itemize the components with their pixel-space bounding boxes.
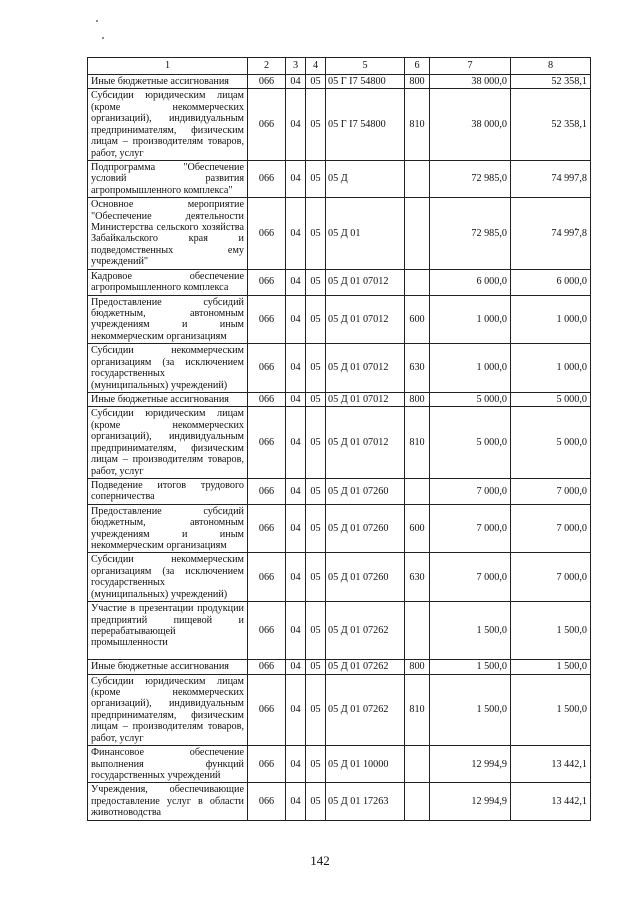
table-row bbox=[88, 269, 591, 295]
row-target-article-cell: 05 Д 01 07262 bbox=[326, 674, 405, 746]
row-subsection-cell: 05 bbox=[306, 407, 326, 479]
row-amount-year1-cell: 72 985,0 bbox=[430, 160, 511, 197]
row-target-article-cell: 05 Д 01 07012 bbox=[326, 344, 405, 393]
row-admin-code-cell: 066 bbox=[248, 660, 286, 674]
row-admin-code-cell: 066 bbox=[248, 553, 286, 602]
row-amount-year1-cell: 5 000,0 bbox=[430, 392, 511, 406]
row-expense-type-cell: 800 bbox=[405, 392, 430, 406]
row-expense-type-cell: 800 bbox=[405, 75, 430, 89]
row-section-cell: 04 bbox=[286, 674, 306, 746]
row-amount-year1-cell: 1 500,0 bbox=[430, 602, 511, 660]
row-subsection-cell: 05 bbox=[306, 660, 326, 674]
row-name-cell: Иные бюджетные ассигнования bbox=[88, 660, 248, 674]
row-subsection-cell: 05 bbox=[306, 553, 326, 602]
row-admin-code-cell: 066 bbox=[248, 160, 286, 197]
header-col-3: 3 bbox=[286, 58, 306, 75]
row-expense-type-cell bbox=[405, 783, 430, 820]
header-col-5: 5 bbox=[326, 58, 405, 75]
row-name-cell: Субсидии юридическим лицам (кроме некоммерческих организаций), индивидуальным предпринимателям, физическим лицам – производителям товаров, работ, услуг bbox=[88, 407, 248, 479]
row-admin-code-cell: 066 bbox=[248, 478, 286, 504]
row-section-cell: 04 bbox=[286, 504, 306, 553]
row-name-cell: Субсидии юридическим лицам (кроме некоммерческих организаций), индивидуальным предпринимателям, физическим лицам – производителям товаров, работ, услуг bbox=[88, 674, 248, 746]
row-expense-type-cell bbox=[405, 160, 430, 197]
row-admin-code-cell: 066 bbox=[248, 407, 286, 479]
row-admin-code-cell: 066 bbox=[248, 344, 286, 393]
row-subsection-cell: 05 bbox=[306, 783, 326, 820]
row-amount-year2-cell: 7 000,0 bbox=[511, 553, 591, 602]
row-amount-year2-cell: 13 442,1 bbox=[511, 783, 591, 820]
row-subsection-cell: 05 bbox=[306, 295, 326, 344]
row-expense-type-cell bbox=[405, 269, 430, 295]
row-admin-code-cell: 066 bbox=[248, 269, 286, 295]
header-col-4: 4 bbox=[306, 58, 326, 75]
row-subsection-cell: 05 bbox=[306, 392, 326, 406]
table-row bbox=[88, 392, 591, 406]
scan-speck bbox=[96, 20, 98, 22]
budget-table bbox=[87, 57, 591, 821]
row-section-cell: 04 bbox=[286, 295, 306, 344]
table-row bbox=[88, 660, 591, 674]
row-subsection-cell: 05 bbox=[306, 198, 326, 270]
row-target-article-cell: 05 Д 01 bbox=[326, 198, 405, 270]
row-section-cell: 04 bbox=[286, 160, 306, 197]
row-name-cell: Субсидии юридическим лицам (кроме некоммерческих организаций), индивидуальным предпринимателям, физическим лицам – производителям товаров, работ, услуг bbox=[88, 89, 248, 161]
row-admin-code-cell: 066 bbox=[248, 783, 286, 820]
row-expense-type-cell: 800 bbox=[405, 660, 430, 674]
row-amount-year1-cell: 12 994,9 bbox=[430, 746, 511, 783]
row-amount-year2-cell: 5 000,0 bbox=[511, 392, 591, 406]
row-target-article-cell: 05 Д 01 07262 bbox=[326, 660, 405, 674]
row-amount-year2-cell: 1 500,0 bbox=[511, 602, 591, 660]
table-row bbox=[88, 674, 591, 746]
row-admin-code-cell: 066 bbox=[248, 746, 286, 783]
header-col-1: 1 bbox=[88, 58, 248, 75]
table-row bbox=[88, 746, 591, 783]
row-name-cell: Иные бюджетные ассигнования bbox=[88, 75, 248, 89]
row-amount-year2-cell: 1 500,0 bbox=[511, 674, 591, 746]
table-row bbox=[88, 295, 591, 344]
table-row bbox=[88, 504, 591, 553]
row-amount-year1-cell: 5 000,0 bbox=[430, 407, 511, 479]
row-amount-year2-cell: 13 442,1 bbox=[511, 746, 591, 783]
row-name-cell: Кадровое обеспечение агропромышленного комплекса bbox=[88, 269, 248, 295]
row-amount-year1-cell: 7 000,0 bbox=[430, 553, 511, 602]
row-amount-year2-cell: 74 997,8 bbox=[511, 160, 591, 197]
row-amount-year2-cell: 1 000,0 bbox=[511, 295, 591, 344]
table-row bbox=[88, 602, 591, 660]
table-row bbox=[88, 75, 591, 89]
row-subsection-cell: 05 bbox=[306, 89, 326, 161]
row-admin-code-cell: 066 bbox=[248, 89, 286, 161]
row-amount-year1-cell: 7 000,0 bbox=[430, 478, 511, 504]
row-amount-year2-cell: 52 358,1 bbox=[511, 75, 591, 89]
row-name-cell: Предоставление субсидий бюджетным, автономным учреждениям и иным некоммерческим организациям bbox=[88, 504, 248, 553]
row-admin-code-cell: 066 bbox=[248, 504, 286, 553]
row-name-cell: Учреждения, обеспечивающие предоставление услуг в области животноводства bbox=[88, 783, 248, 820]
row-target-article-cell: 05 Д 01 07012 bbox=[326, 269, 405, 295]
row-amount-year2-cell: 7 000,0 bbox=[511, 478, 591, 504]
header-col-6: 6 bbox=[405, 58, 430, 75]
table-row bbox=[88, 344, 591, 393]
row-admin-code-cell: 066 bbox=[248, 198, 286, 270]
row-section-cell: 04 bbox=[286, 746, 306, 783]
row-amount-year1-cell: 1 000,0 bbox=[430, 344, 511, 393]
row-target-article-cell: 05 Д 01 17263 bbox=[326, 783, 405, 820]
row-name-cell: Участие в презентации продукции предприятий пищевой и перерабатывающей промышленности bbox=[88, 602, 248, 660]
row-amount-year2-cell: 7 000,0 bbox=[511, 504, 591, 553]
row-section-cell: 04 bbox=[286, 75, 306, 89]
row-amount-year2-cell: 6 000,0 bbox=[511, 269, 591, 295]
row-amount-year1-cell: 38 000,0 bbox=[430, 89, 511, 161]
row-section-cell: 04 bbox=[286, 344, 306, 393]
table-row bbox=[88, 407, 591, 479]
row-amount-year1-cell: 7 000,0 bbox=[430, 504, 511, 553]
row-amount-year1-cell: 6 000,0 bbox=[430, 269, 511, 295]
row-expense-type-cell: 600 bbox=[405, 504, 430, 553]
row-amount-year1-cell: 38 000,0 bbox=[430, 75, 511, 89]
row-target-article-cell: 05 Д 01 07260 bbox=[326, 553, 405, 602]
row-expense-type-cell: 810 bbox=[405, 674, 430, 746]
row-name-cell: Финансовое обеспечение выполнения функций государственных учреждений bbox=[88, 746, 248, 783]
table-header-row bbox=[88, 58, 591, 75]
row-target-article-cell: 05 Д 01 07260 bbox=[326, 504, 405, 553]
table-row bbox=[88, 89, 591, 161]
row-amount-year1-cell: 1 500,0 bbox=[430, 660, 511, 674]
row-expense-type-cell bbox=[405, 602, 430, 660]
header-col-2: 2 bbox=[248, 58, 286, 75]
row-target-article-cell: 05 Г I7 54800 bbox=[326, 75, 405, 89]
table-row bbox=[88, 198, 591, 270]
row-amount-year2-cell: 1 500,0 bbox=[511, 660, 591, 674]
row-section-cell: 04 bbox=[286, 392, 306, 406]
header-col-7: 7 bbox=[430, 58, 511, 75]
row-amount-year1-cell: 72 985,0 bbox=[430, 198, 511, 270]
row-amount-year2-cell: 1 000,0 bbox=[511, 344, 591, 393]
row-admin-code-cell: 066 bbox=[248, 674, 286, 746]
row-amount-year2-cell: 74 997,8 bbox=[511, 198, 591, 270]
row-subsection-cell: 05 bbox=[306, 269, 326, 295]
row-name-cell: Иные бюджетные ассигнования bbox=[88, 392, 248, 406]
table-row bbox=[88, 478, 591, 504]
row-section-cell: 04 bbox=[286, 602, 306, 660]
row-section-cell: 04 bbox=[286, 407, 306, 479]
row-name-cell: Субсидии некоммерческим организациям (за исключением государственных (муниципальных) учреждений) bbox=[88, 344, 248, 393]
table-body bbox=[88, 75, 591, 821]
row-expense-type-cell bbox=[405, 198, 430, 270]
row-target-article-cell: 05 Д 01 07012 bbox=[326, 295, 405, 344]
row-amount-year2-cell: 52 358,1 bbox=[511, 89, 591, 161]
row-section-cell: 04 bbox=[286, 89, 306, 161]
row-subsection-cell: 05 bbox=[306, 674, 326, 746]
row-admin-code-cell: 066 bbox=[248, 392, 286, 406]
row-expense-type-cell: 810 bbox=[405, 407, 430, 479]
row-subsection-cell: 05 bbox=[306, 478, 326, 504]
row-expense-type-cell: 630 bbox=[405, 553, 430, 602]
row-expense-type-cell: 600 bbox=[405, 295, 430, 344]
row-target-article-cell: 05 Д 01 07012 bbox=[326, 392, 405, 406]
row-section-cell: 04 bbox=[286, 783, 306, 820]
scan-speck bbox=[102, 37, 104, 39]
row-subsection-cell: 05 bbox=[306, 75, 326, 89]
row-target-article-cell: 05 Д bbox=[326, 160, 405, 197]
row-admin-code-cell: 066 bbox=[248, 295, 286, 344]
row-amount-year1-cell: 1 000,0 bbox=[430, 295, 511, 344]
row-subsection-cell: 05 bbox=[306, 602, 326, 660]
row-subsection-cell: 05 bbox=[306, 746, 326, 783]
row-name-cell: Предоставление субсидий бюджетным, автономным учреждениям и иным некоммерческим организациям bbox=[88, 295, 248, 344]
row-name-cell: Основное мероприятие "Обеспечение деятельности Министерства сельского хозяйства Забайкальского края и подведомственных ему учреждений" bbox=[88, 198, 248, 270]
row-expense-type-cell: 810 bbox=[405, 89, 430, 161]
row-admin-code-cell: 066 bbox=[248, 75, 286, 89]
table-row bbox=[88, 783, 591, 820]
row-target-article-cell: 05 Д 01 07012 bbox=[326, 407, 405, 479]
row-section-cell: 04 bbox=[286, 553, 306, 602]
row-section-cell: 04 bbox=[286, 478, 306, 504]
row-amount-year2-cell: 5 000,0 bbox=[511, 407, 591, 479]
row-amount-year1-cell: 12 994,9 bbox=[430, 783, 511, 820]
row-name-cell: Подпрограмма "Обеспечение условий развития агропромышленного комплекса" bbox=[88, 160, 248, 197]
header-col-8: 8 bbox=[511, 58, 591, 75]
row-section-cell: 04 bbox=[286, 269, 306, 295]
row-name-cell: Подведение итогов трудового соперничества bbox=[88, 478, 248, 504]
row-name-cell: Субсидии некоммерческим организациям (за исключением государственных (муниципальных) учреждений) bbox=[88, 553, 248, 602]
row-admin-code-cell: 066 bbox=[248, 602, 286, 660]
table-row bbox=[88, 553, 591, 602]
row-subsection-cell: 05 bbox=[306, 504, 326, 553]
row-expense-type-cell bbox=[405, 746, 430, 783]
row-subsection-cell: 05 bbox=[306, 344, 326, 393]
row-amount-year1-cell: 1 500,0 bbox=[430, 674, 511, 746]
row-expense-type-cell: 630 bbox=[405, 344, 430, 393]
row-target-article-cell: 05 Д 01 07260 bbox=[326, 478, 405, 504]
row-target-article-cell: 05 Д 01 07262 bbox=[326, 602, 405, 660]
row-section-cell: 04 bbox=[286, 198, 306, 270]
page-number: 142 bbox=[310, 853, 330, 868]
row-section-cell: 04 bbox=[286, 660, 306, 674]
row-expense-type-cell bbox=[405, 478, 430, 504]
row-subsection-cell: 05 bbox=[306, 160, 326, 197]
row-target-article-cell: 05 Д 01 10000 bbox=[326, 746, 405, 783]
row-target-article-cell: 05 Г I7 54800 bbox=[326, 89, 405, 161]
table-row bbox=[88, 160, 591, 197]
